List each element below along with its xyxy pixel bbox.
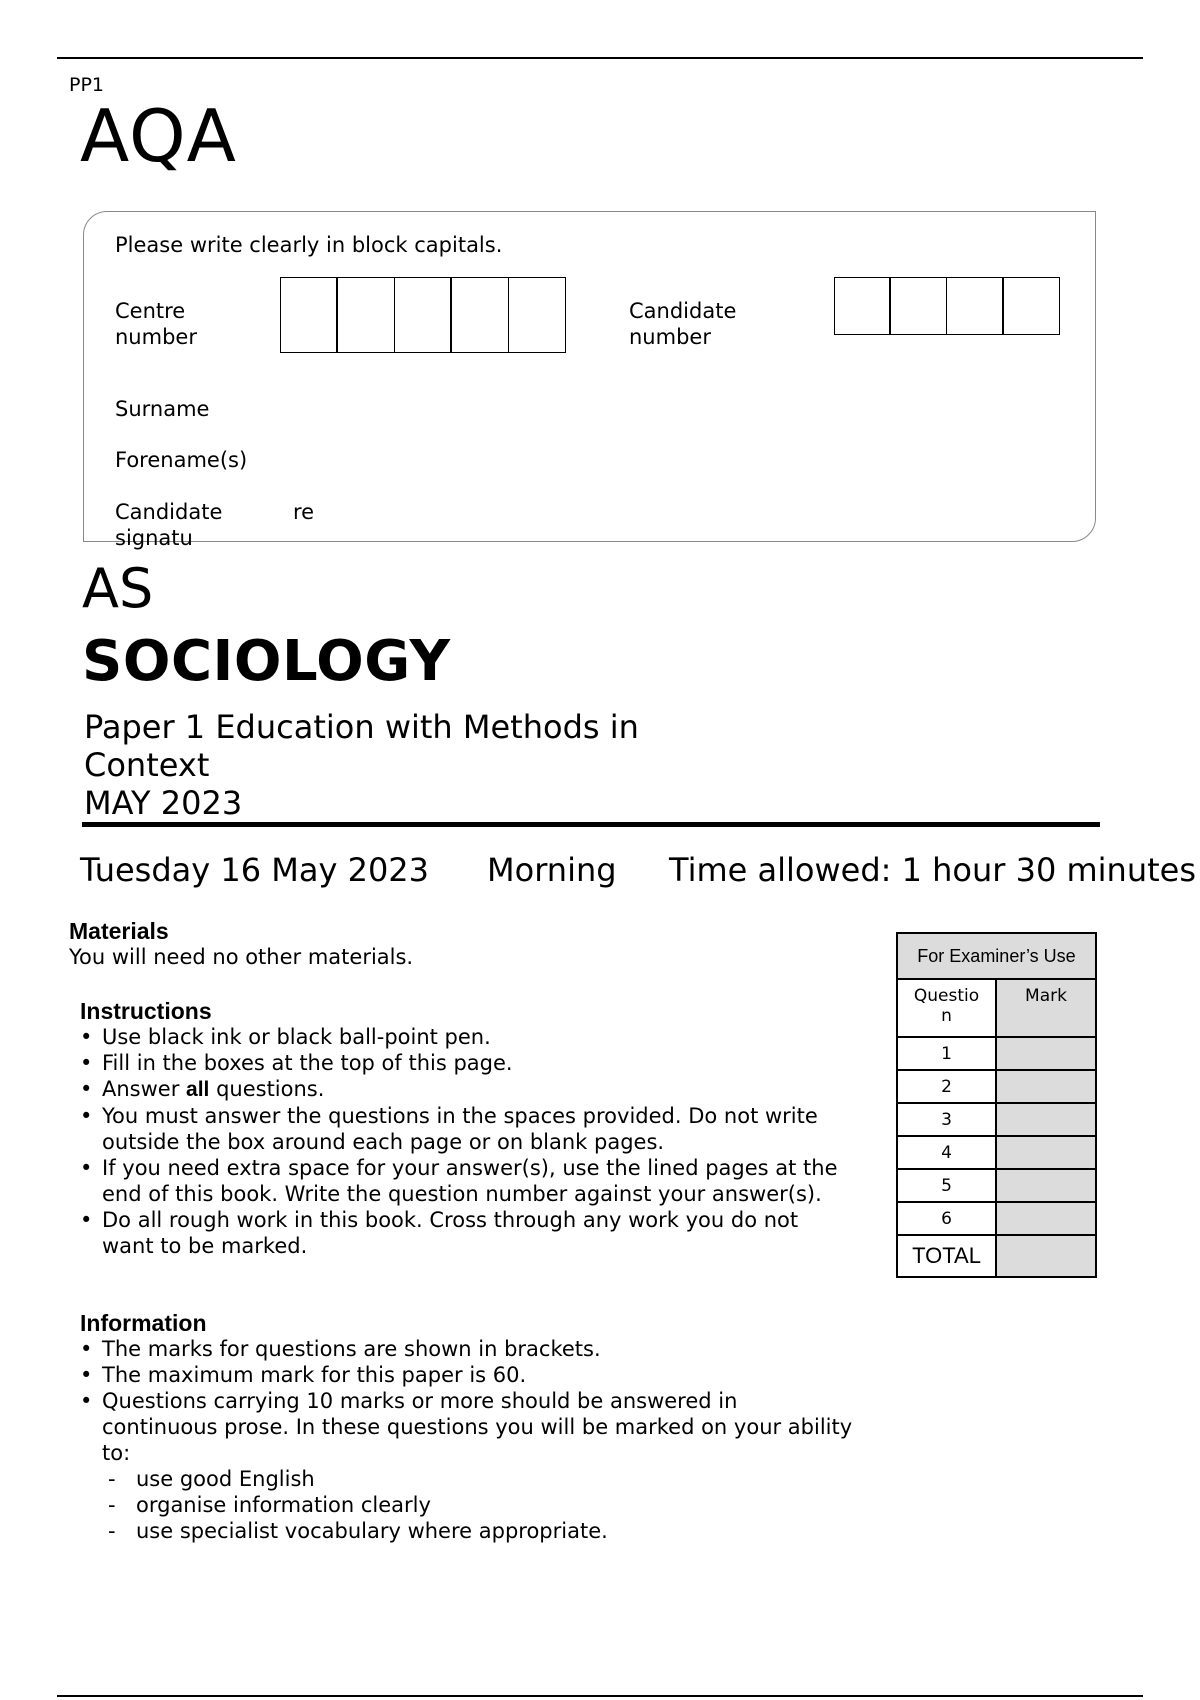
candidate-number-digit[interactable] xyxy=(1002,277,1060,335)
mark-cell xyxy=(996,1136,1096,1169)
centre-number-label: Centre number xyxy=(115,299,197,349)
mark-column-header: Mark xyxy=(996,979,1096,1037)
mark-cell xyxy=(996,1202,1096,1235)
materials-text: You will need no other materials. xyxy=(69,945,414,969)
list-item: • The marks for questions are shown in brackets. xyxy=(80,1336,855,1362)
list-item: - organise information clearly xyxy=(136,1492,855,1518)
centre-number-digit[interactable] xyxy=(450,277,509,353)
instructions-heading: Instructions xyxy=(80,998,212,1024)
question-number: 5 xyxy=(897,1169,996,1202)
list-item: • Fill in the boxes at the top of this page. xyxy=(80,1050,855,1076)
candidate-number-digit[interactable] xyxy=(889,277,947,335)
centre-number-digit[interactable] xyxy=(280,277,338,353)
total-mark-cell xyxy=(996,1235,1096,1277)
question-number: 2 xyxy=(897,1070,996,1103)
list-item: • You must answer the questions in the spaces provided. Do not write outside the box around each page or on blank pages. xyxy=(80,1103,855,1155)
list-item: • The maximum mark for this paper is 60. xyxy=(80,1362,855,1388)
question-number: 1 xyxy=(897,1037,996,1070)
paper-code: PP1 xyxy=(69,74,105,96)
signature-label: Candidate signatu xyxy=(115,500,223,550)
materials-heading: Materials xyxy=(69,918,169,944)
list-item: - use specialist vocabulary where appropriate. xyxy=(136,1518,855,1544)
candidate-number-boxes[interactable] xyxy=(835,277,1060,335)
question-number: 3 xyxy=(897,1103,996,1136)
subject-title: SOCIOLOGY xyxy=(82,629,451,694)
candidate-details-box xyxy=(83,211,1096,542)
form-instruction: Please write clearly in block capitals. xyxy=(115,233,503,257)
list-item: • Use black ink or black ball-point pen. xyxy=(80,1024,855,1050)
information-list xyxy=(80,1336,855,1544)
list-item: • If you need extra space for your answer(s), use the lined pages at the end of this book. Write the question number against your answer(s). xyxy=(80,1155,855,1207)
title-rule xyxy=(82,822,1100,827)
candidate-number-label: Candidate number xyxy=(629,299,737,349)
list-item: • Do all rough work in this book. Cross through any work you do not want to be marked. xyxy=(80,1207,855,1259)
mark-cell xyxy=(996,1037,1096,1070)
paper-title: Paper 1 Education with Methods in Context MAY 2023 xyxy=(84,708,639,822)
total-label: TOTAL xyxy=(897,1235,996,1277)
exam-date: Tuesday 16 May 2023 xyxy=(80,851,430,889)
mark-cell xyxy=(996,1103,1096,1136)
exam-session: Morning xyxy=(487,851,617,889)
question-column-header: Questio n xyxy=(897,979,996,1037)
signature-label-fragment: re xyxy=(293,500,315,524)
examiner-table-title: For Examiner’s Use xyxy=(897,933,1096,979)
centre-number-boxes[interactable] xyxy=(281,277,566,353)
qualification-level: AS xyxy=(82,557,154,620)
mark-cell xyxy=(996,1070,1096,1103)
forenames-label: Forename(s) xyxy=(115,448,248,472)
top-rule xyxy=(57,57,1143,59)
question-number: 4 xyxy=(897,1136,996,1169)
list-item: • Answer all questions. xyxy=(80,1076,855,1103)
candidate-number-digit[interactable] xyxy=(834,277,891,335)
surname-label: Surname xyxy=(115,397,210,421)
information-heading: Information xyxy=(80,1310,207,1336)
mark-cell xyxy=(996,1169,1096,1202)
examiner-use-table xyxy=(896,932,1097,1278)
centre-number-digit[interactable] xyxy=(508,277,566,353)
ability-list xyxy=(102,1466,855,1544)
candidate-number-digit[interactable] xyxy=(946,277,1004,335)
aqa-logo: AQA xyxy=(80,94,237,178)
centre-number-digit[interactable] xyxy=(394,277,452,353)
list-item: - use good English xyxy=(136,1466,855,1492)
list-item: • Questions carrying 10 marks or more should be answered in continuous prose. In these questions you will be marked on your ability to: - use good English - organise information clearly - use specialist vocabulary where appropriate. xyxy=(80,1388,855,1544)
question-number: 6 xyxy=(897,1202,996,1235)
centre-number-digit[interactable] xyxy=(336,277,395,353)
instructions-list xyxy=(80,1024,855,1259)
bottom-rule xyxy=(57,1695,1143,1697)
time-allowed: Time allowed: 1 hour 30 minutes xyxy=(669,851,1196,889)
